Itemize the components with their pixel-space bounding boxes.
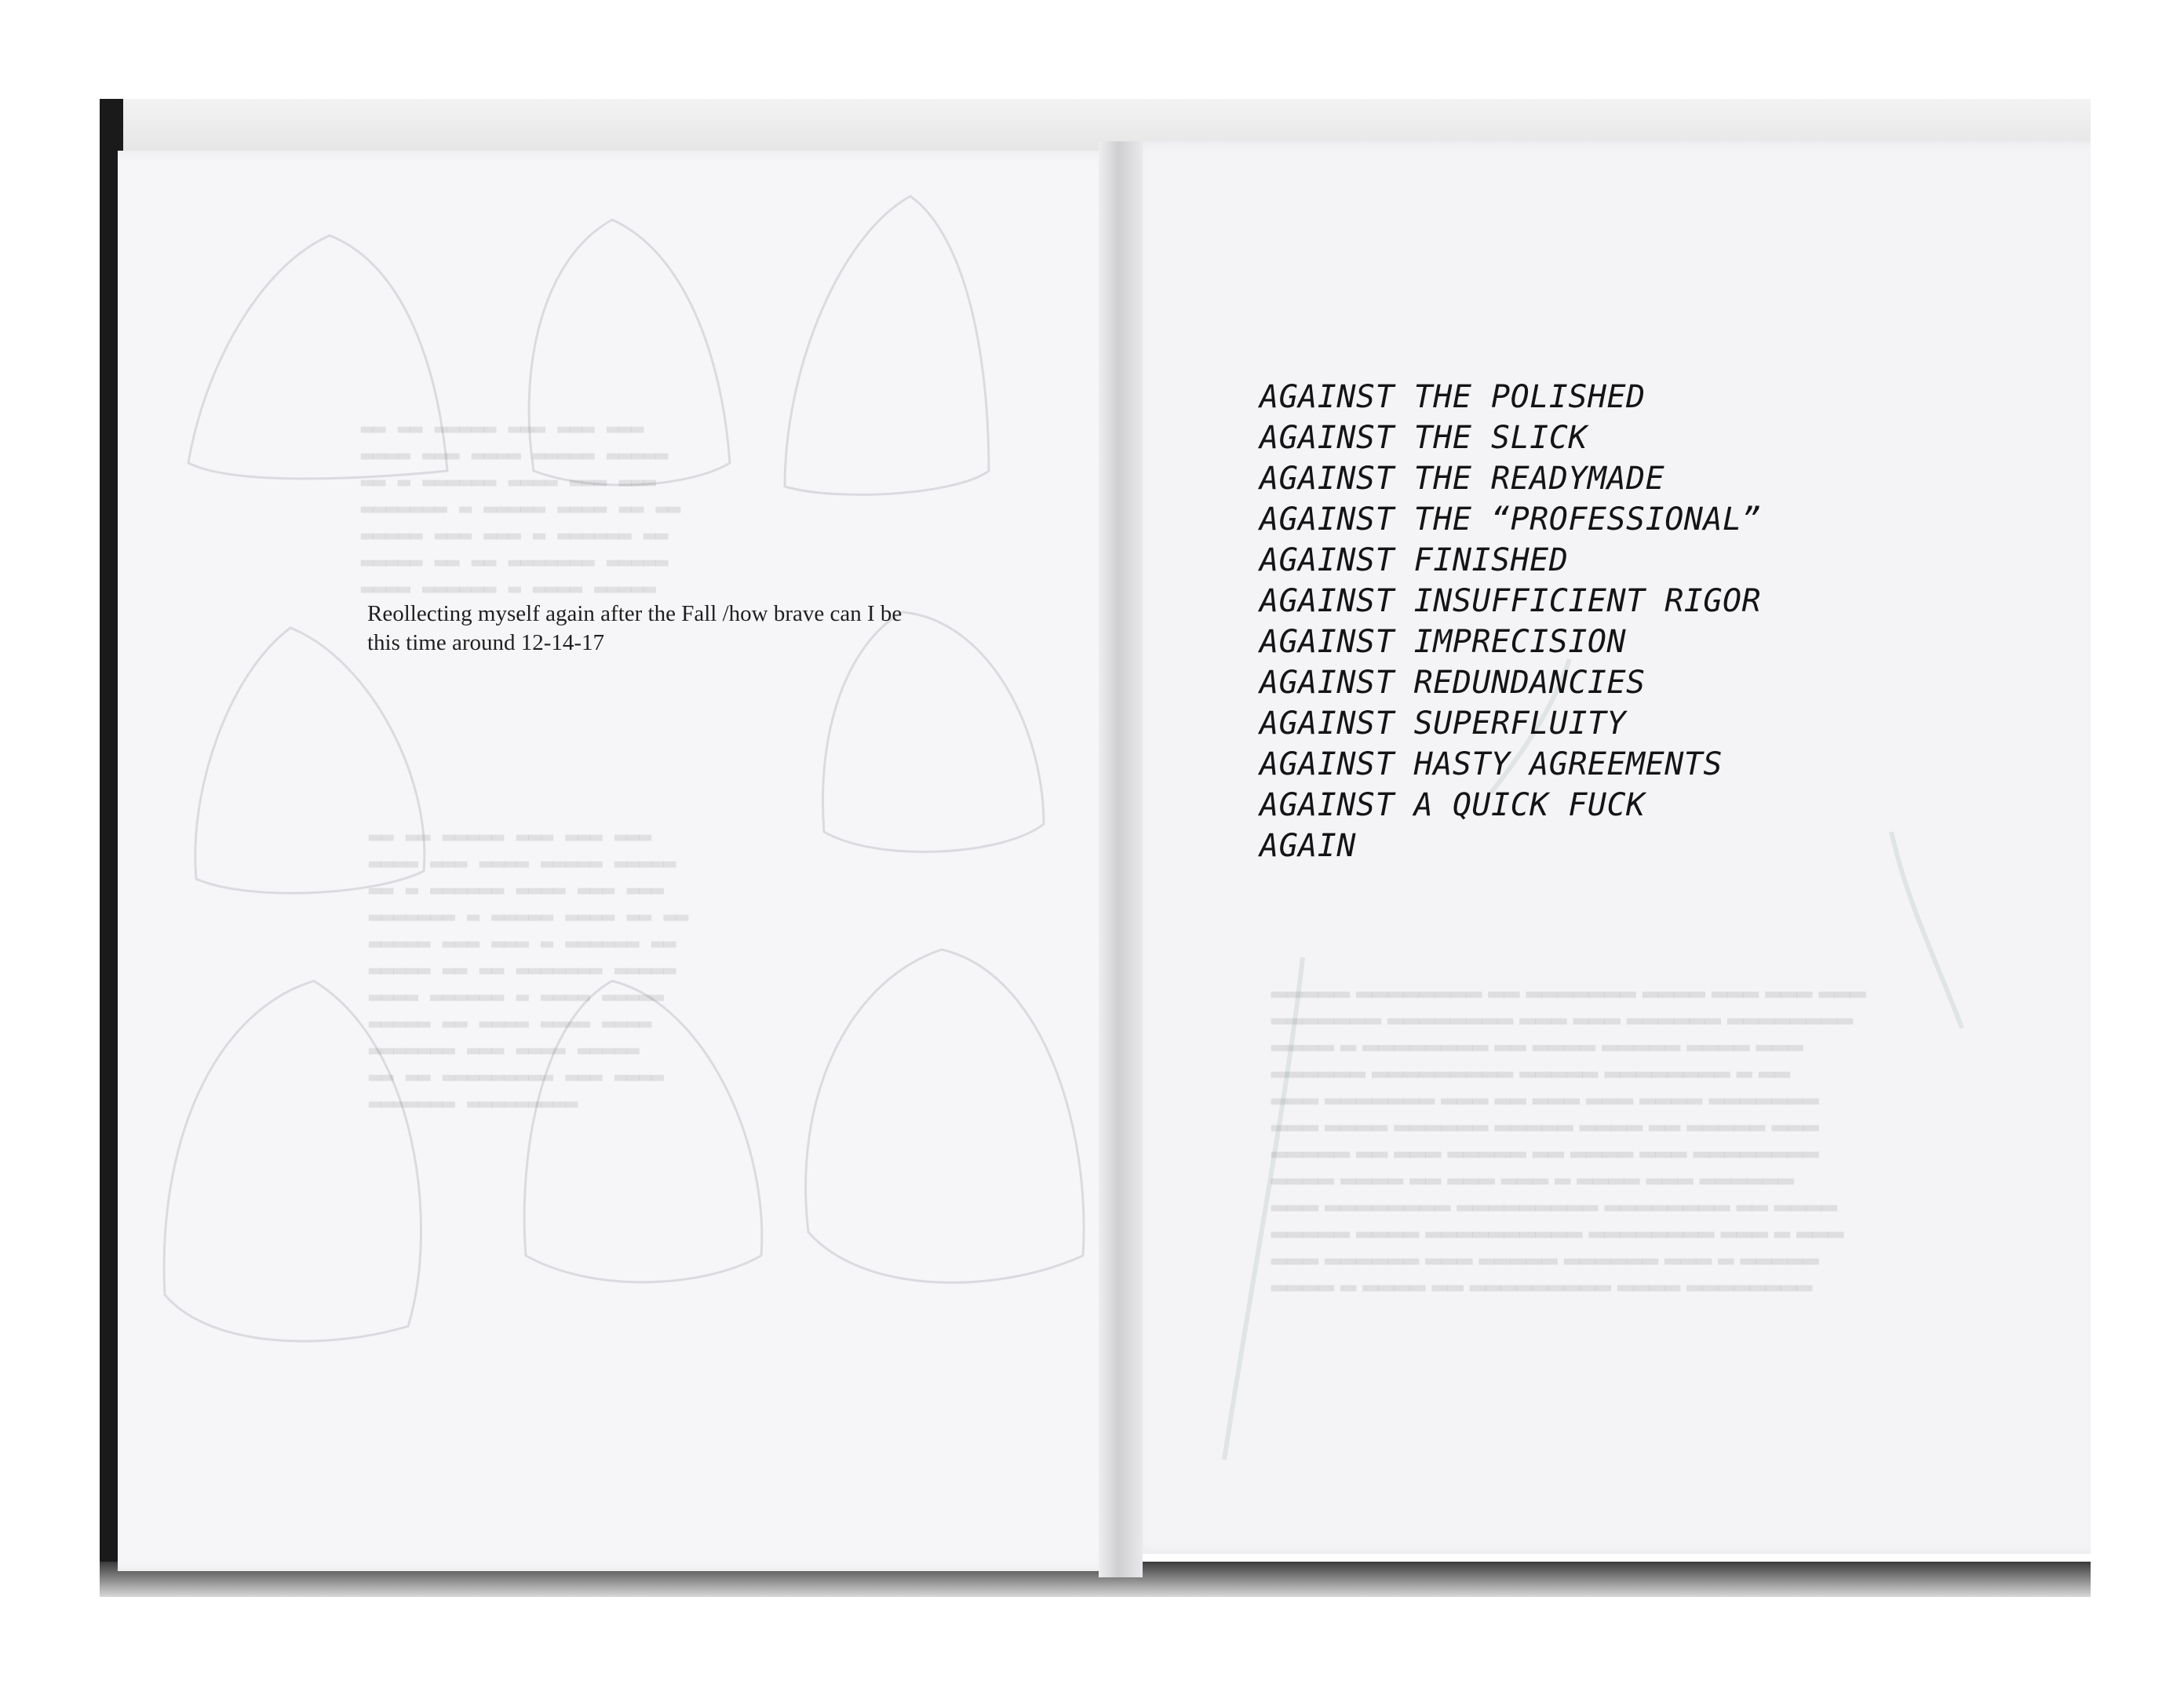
- manifesto-line: AGAINST HASTY AGREEMENTS: [1260, 746, 1723, 782]
- manifesto-line: AGAINST THE POLISHED: [1260, 379, 1646, 415]
- bleed-through-text-right: ▂▂▂▂▂ ▂▂▂▂▂▂▂▂ ▂▂ ▂▂▂▂▂▂▂ ▂▂▂▂ ▂▂▂ ▂▂▂ ▂▂▂ ▂▂▂▂▂▂▂ ▂▂▂▂▂▂▂▂ ▂▂▂ ▂▂▂ ▂▂▂▂▂▂ ▂▂▂▂▂▂▂▂ ▂▂▂▂ ▂ ▂▂▂▂▂▂▂▂ ▂▂ ▂▂▂▂ ▂▂▂▂▂ ▂▂▂▂ ▂▂▂ ▂▂▂▂▂▂ ▂▂▂▂▂▂▂▂▂ ▂▂▂▂▂ ▂▂▂▂▂▂▂▂ ▂ ▂▂ ▂▂▂ ▂▂▂▂▂▂▂ ▂▂▂ ▂▂ ▂▂▂ ▂▂▂ ▂▂▂▂ ▂▂▂▂▂▂▂ ▂▂▂ ▂▂▂▂ ▂▂▂▂▂▂ ▂▂▂▂▂ ▂▂▂▂ ▂▂ ▂▂▂▂▂ ▂▂▂ ▂▂▂▂▂ ▂▂ ▂▂▂ ▂▂▂▂▂ ▂▂ ▂▂▂▂ ▂▂▂ ▂▂▂▂▂▂▂▂ ▂▂▂▂ ▂▂▂▂ ▂▂ ▂▂▂ ▂▂▂ ▂ ▂▂▂▂ ▂▂▂ ▂▂▂▂▂▂ ▂▂▂ ▂▂▂▂▂▂▂▂ ▂▂▂▂▂▂▂▂▂ ▂▂▂▂▂▂▂▂ ▂▂ ▂▂▂▂ ▂▂▂▂▂ ▂▂▂▂ ▂▂▂▂▂▂▂▂▂▂ ▂▂▂▂▂▂▂▂ ▂▂▂ ▂ ▂▂▂ ▂▂▂ ▂▂▂▂▂▂ ▂▂▂ ▂▂▂▂▂ ▂▂▂▂▂▂ ▂▂▂ ▂ ▂▂▂▂▂ ▂▂▂▂ ▂ ▂▂▂▂ ▂▂ ▂▂▂▂▂▂▂▂▂ ▂▂▂▂ ▂▂▂▂▂▂▂▂: [1271, 975, 1866, 1292]
- manifesto-line: AGAINST SUPERFLUITY: [1260, 705, 1627, 742]
- bleed-through-text-left: ▂▂ ▂▂ ▂▂▂▂▂ ▂▂▂ ▂▂▂ ▂▂▂ ▂▂▂▂ ▂▂▂ ▂▂▂▂ ▂▂▂▂▂ ▂▂▂▂▂ ▂▂ ▂ ▂▂▂▂▂▂ ▂▂▂▂ ▂▂▂ ▂▂▂ ▂▂▂▂▂▂▂ ▂ ▂▂▂▂▂ ▂▂▂▂ ▂▂ ▂▂ ▂▂▂▂▂ ▂▂▂ ▂▂▂ ▂ ▂▂▂▂▂▂ ▂▂ ▂▂▂▂▂ ▂▂ ▂▂ ▂▂▂▂▂▂▂ ▂▂▂▂▂ ▂▂▂▂ ▂▂▂▂▂▂ ▂ ▂▂▂▂ ▂▂▂▂▂: [361, 410, 680, 593]
- manifesto-line: AGAIN: [1260, 828, 1356, 864]
- manifesto-line: AGAINST THE “PROFESSIONAL”: [1260, 501, 1762, 538]
- caption-text: [367, 600, 964, 658]
- manifesto-line: AGAINST IMPRECISION: [1260, 624, 1627, 660]
- manifesto-line: AGAINST FINISHED: [1260, 542, 1569, 578]
- ghost-shape: [785, 196, 989, 494]
- manifesto-line: AGAINST A QUICK FUCK: [1260, 787, 1646, 823]
- caption-line-2: this time around 12-14-17: [367, 630, 605, 655]
- manifesto-line: AGAINST REDUNDANCIES: [1260, 665, 1646, 701]
- caption-line-1: Reollecting myself again after the Fall /how brave can I be: [367, 601, 902, 626]
- ghost-shape: [806, 950, 1084, 1282]
- manifesto-line: AGAINST THE SLICK: [1260, 420, 1588, 456]
- manifesto-list: [1260, 377, 1761, 866]
- manifesto-line: AGAINST INSUFFICIENT RIGOR: [1260, 583, 1762, 619]
- ghost-brushstroke: [1891, 832, 1962, 1028]
- manifesto-line: AGAINST THE READYMADE: [1260, 461, 1665, 497]
- bleed-through-text-left-2: ▂▂ ▂▂ ▂▂▂▂▂ ▂▂▂ ▂▂▂ ▂▂▂ ▂▂▂▂ ▂▂▂ ▂▂▂▂ ▂▂▂▂▂ ▂▂▂▂▂ ▂▂ ▂ ▂▂▂▂▂▂ ▂▂▂▂ ▂▂▂ ▂▂▂ ▂▂▂▂▂▂▂ ▂ ▂▂▂▂▂ ▂▂▂▂ ▂▂ ▂▂ ▂▂▂▂▂ ▂▂▂ ▂▂▂ ▂ ▂▂▂▂▂▂ ▂▂ ▂▂▂▂▂ ▂▂ ▂▂ ▂▂▂▂▂▂▂ ▂▂▂▂▂ ▂▂▂▂ ▂▂▂▂▂▂ ▂ ▂▂▂▂ ▂▂▂▂▂ ▂▂▂▂▂ ▂▂ ▂▂▂▂ ▂▂▂▂ ▂▂▂▂ ▂▂▂▂▂▂▂ ▂▂▂ ▂▂▂▂ ▂▂▂▂▂ ▂▂ ▂▂ ▂▂▂▂▂▂▂▂▂ ▂▂▂ ▂▂▂▂ ▂▂▂▂▂▂▂ ▂▂▂▂▂▂▂▂▂: [369, 818, 688, 1108]
